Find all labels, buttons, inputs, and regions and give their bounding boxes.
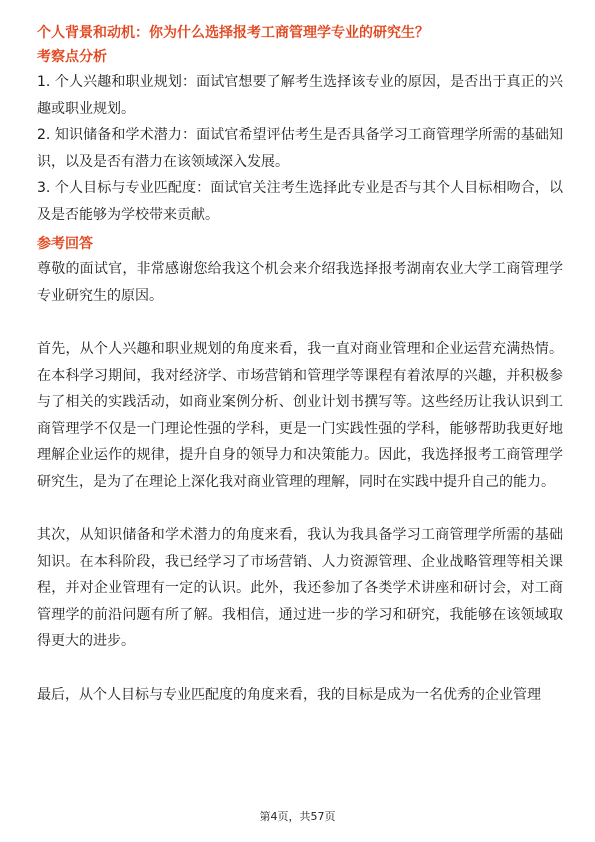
answer-paragraph: 首先，从个人兴趣和职业规划的角度来看，我一直对商业管理和企业运营充满热情。在本科学习期间，我对经济学、市场营销和管理学等课程有着浓厚的兴趣，并积极参与了相关的实践活动，如商业案例分析、创业计划书撰写等。这些经历让我认识到工商管理学不仅是一门理论性强的学科，更是一门实践性强的学科，能够帮助我更好地理解企业运作的规律，提升自身的领导力和决策能力。因此，我选择报考工商管理学研究生，是为了在理论上深化我对商业管理的理解，同时在实践中提升自己的能力。 [37,341,563,490]
answer-heading: 参考回答 [37,236,93,252]
answer-body [37,256,563,708]
answer-paragraph: 其次，从知识储备和学术潜力的角度来看，我认为我具备学习工商管理学所需的基础知识。在本科阶段，我已经学习了市场营销、人力资源管理、企业战略管理等相关课程，并对企业管理有一定的认识。此外，我还参加了各类学术讲座和研讨会，对工商管理学的前沿问题有所了解。我相信，通过进一步的学习和研究，我能够在该领域取得更大的进步。 [37,527,563,649]
page-content [37,20,563,708]
page-number: 第4页，共57页 [259,810,336,823]
question-title: 个人背景和动机：你为什么选择报考工商管理学专业的研究生？ [37,25,429,41]
analysis-item: 2. 知识储备和学术潜力：面试官希望评估考生是否具备学习工商管理学所需的基础知识，以及是否有潜力在该领域深入发展。 [37,127,563,170]
analysis-item: 3. 个人目标与专业匹配度：面试官关注考生选择此专业是否与其个人目标相吻合，以及是否能够为学校带来贡献。 [37,180,563,223]
analysis-item: 1. 个人兴趣和职业规划：面试官想要了解考生选择该专业的原因，是否出于真正的兴趣或职业规划。 [37,74,563,117]
answer-paragraph: 尊敬的面试官，非常感谢您给我这个机会来介绍我选择报考湖南农业大学工商管理学专业研究生的原因。 [37,261,563,304]
analysis-heading: 考察点分析 [37,49,107,65]
answer-paragraph: 最后，从个人目标与专业匹配度的角度来看，我的目标是成为一名优秀的企业管理 [37,686,541,703]
analysis-list [37,69,563,228]
